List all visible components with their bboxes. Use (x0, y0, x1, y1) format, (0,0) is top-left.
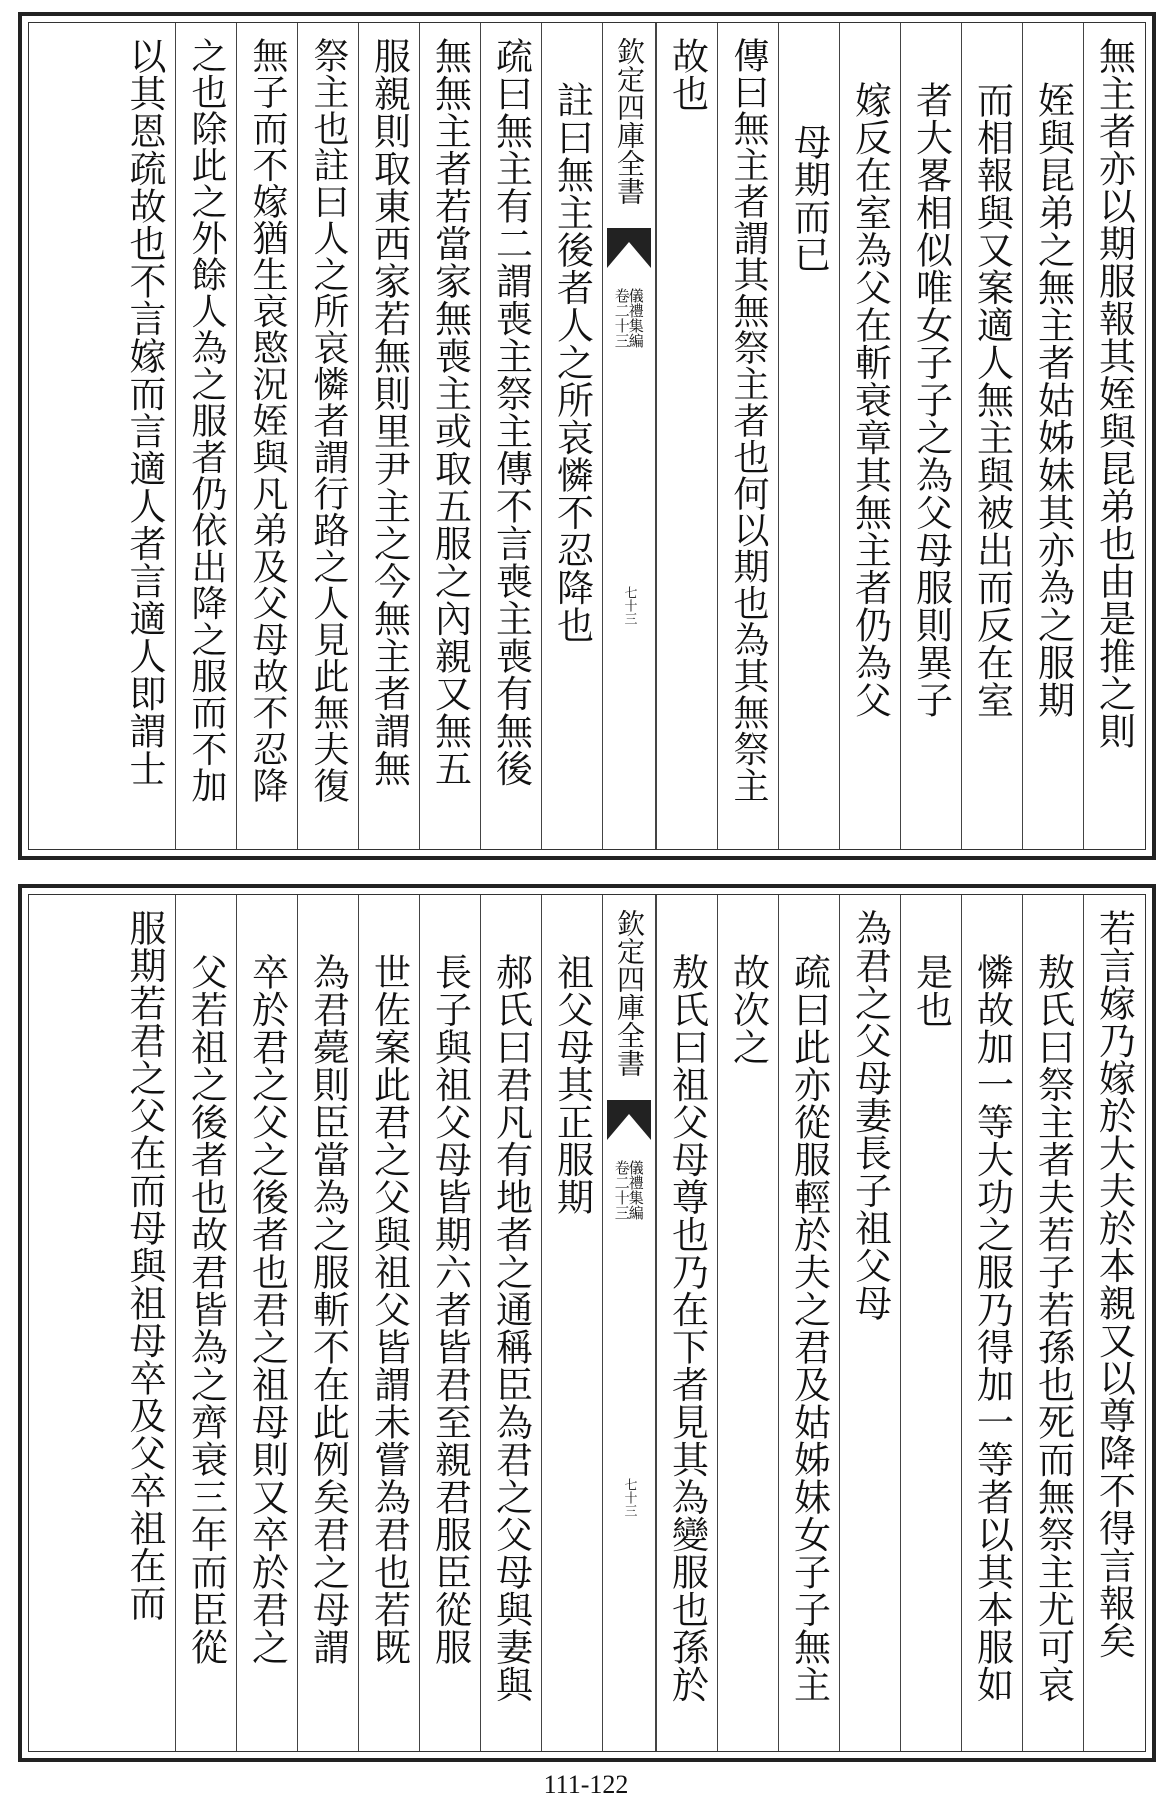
column-text: 祭主也註曰人之所哀憐者謂行路之人見此無夫復 (308, 37, 349, 804)
text-column (419, 895, 480, 1751)
column-text: 世佐案此君之父與祖父皆謂未嘗為君也若既 (367, 953, 411, 1666)
center-fold-column (602, 895, 656, 1751)
column-text: 若言嫁乃嫁於大夫於本親又以尊降不得言報矣 (1092, 909, 1136, 1659)
column-text: 卒於君之父之後者也君之祖母則又卒於君之 (245, 953, 289, 1666)
text-column (480, 895, 541, 1751)
column-text: 故次之 (726, 953, 770, 1066)
column-text: 祖父母其正服期 (550, 953, 594, 1216)
top-page-frame (28, 22, 1146, 850)
text-column (297, 895, 358, 1751)
column-text: 無子而不嫁猶生哀愍況姪與凡弟及父母故不忍降 (247, 37, 288, 804)
text-column (839, 23, 900, 849)
book-name: 儀禮集編 (626, 1160, 645, 1220)
text-column (175, 895, 236, 1751)
text-column (297, 23, 358, 849)
text-column (541, 895, 602, 1751)
column-text: 父若祖之後者也故君皆為之齊衰三年而臣從 (184, 953, 228, 1666)
column-text: 故也 (665, 37, 709, 112)
text-column (236, 23, 297, 849)
bottom-page-frame (28, 894, 1146, 1752)
text-column (1022, 23, 1083, 849)
column-text: 疏曰無主有二謂喪主祭主傳不言喪主喪有無後 (489, 37, 533, 787)
text-column (717, 895, 778, 1751)
column-text: 傳曰無主者謂其無祭主者也何以期也為其無祭主 (728, 37, 769, 804)
column-text: 是也 (909, 953, 953, 1028)
column-text: 嫁反在室為父在斬衰章其無主者仍為父 (848, 81, 892, 719)
volume-label: 卷二十三 (612, 1160, 631, 1220)
text-column (961, 895, 1022, 1751)
text-column (656, 895, 717, 1751)
top-page (18, 12, 1156, 860)
text-column (900, 23, 961, 849)
center-fold-column (602, 23, 656, 849)
text-column (114, 23, 175, 849)
column-text: 郝氏曰君凡有地者之通稱臣為君之父母與妻與 (489, 953, 533, 1703)
column-text: 為君薨則臣當為之服斬不在此例矣君之母謂 (306, 953, 350, 1666)
column-text: 註曰無主後者人之所哀憐不忍降也 (550, 81, 594, 644)
bottom-page (18, 884, 1156, 1762)
text-column (656, 23, 717, 849)
text-column (419, 23, 480, 849)
folio-marker: 七十三 (621, 586, 637, 626)
column-text: 疏曰此亦從服輕於夫之君及姑姊妹女子子無主 (787, 953, 831, 1703)
fishtail-mark (607, 1100, 651, 1140)
text-column (358, 895, 419, 1751)
column-text: 長子與祖父母皆期六者皆君至親君服臣從服 (428, 953, 472, 1666)
text-column (358, 23, 419, 849)
column-text: 為君之父母妻長子祖父母 (848, 909, 892, 1322)
book-name: 儀禮集編 (626, 288, 645, 348)
text-column (961, 23, 1022, 849)
column-text: 而相報與又案適人無主與被出而反在室 (970, 81, 1014, 719)
book-title: 欽定四庫全書 (613, 37, 646, 205)
column-text: 敖氏曰祭主者夫若子若孫也死而無祭主尤可哀 (1031, 953, 1075, 1703)
text-column (778, 23, 839, 849)
text-column (900, 895, 961, 1751)
text-column (236, 895, 297, 1751)
column-text: 無無主者若當家無喪主或取五服之內親又無五 (428, 37, 472, 787)
column-text: 姪與昆弟之無主者姑姊妹其亦為之服期 (1031, 81, 1075, 719)
book-title: 欽定四庫全書 (613, 909, 646, 1077)
volume-label: 卷二十三 (612, 288, 631, 348)
text-column (1022, 895, 1083, 1751)
text-column (480, 23, 541, 849)
column-text: 憐故加一等大功之服乃得加一等者以其本服如 (970, 953, 1014, 1703)
fishtail-mark (607, 228, 651, 268)
column-text: 無主者亦以期服報其姪與昆弟也由是推之則 (1092, 37, 1136, 750)
column-text: 以其恩疏故也不言嫁而言適人者言適人即謂士 (123, 37, 166, 787)
column-text: 之也除此之外餘人為之服者仍依出降之服而不加 (186, 37, 227, 804)
column-text: 服親則取東西家若無則里尹主之今無主者謂無 (367, 37, 411, 787)
column-text: 敖氏曰祖父母尊也乃在下者見其為變服也孫於 (665, 953, 709, 1703)
text-column (1083, 895, 1144, 1751)
column-text: 母期而已 (787, 123, 831, 273)
folio-marker: 七十三 (621, 1478, 637, 1518)
text-column (839, 895, 900, 1751)
text-column (1083, 23, 1144, 849)
page-number: 111-122 (543, 1770, 629, 1799)
text-column (778, 895, 839, 1751)
text-column (175, 23, 236, 849)
text-column (541, 23, 602, 849)
column-text: 者大畧相似唯女子子之為父母服則異子 (909, 81, 953, 719)
column-text: 服期若君之父在而母與祖母卒及父卒祖在而 (123, 909, 166, 1622)
text-column (717, 23, 778, 849)
text-column (114, 895, 175, 1751)
